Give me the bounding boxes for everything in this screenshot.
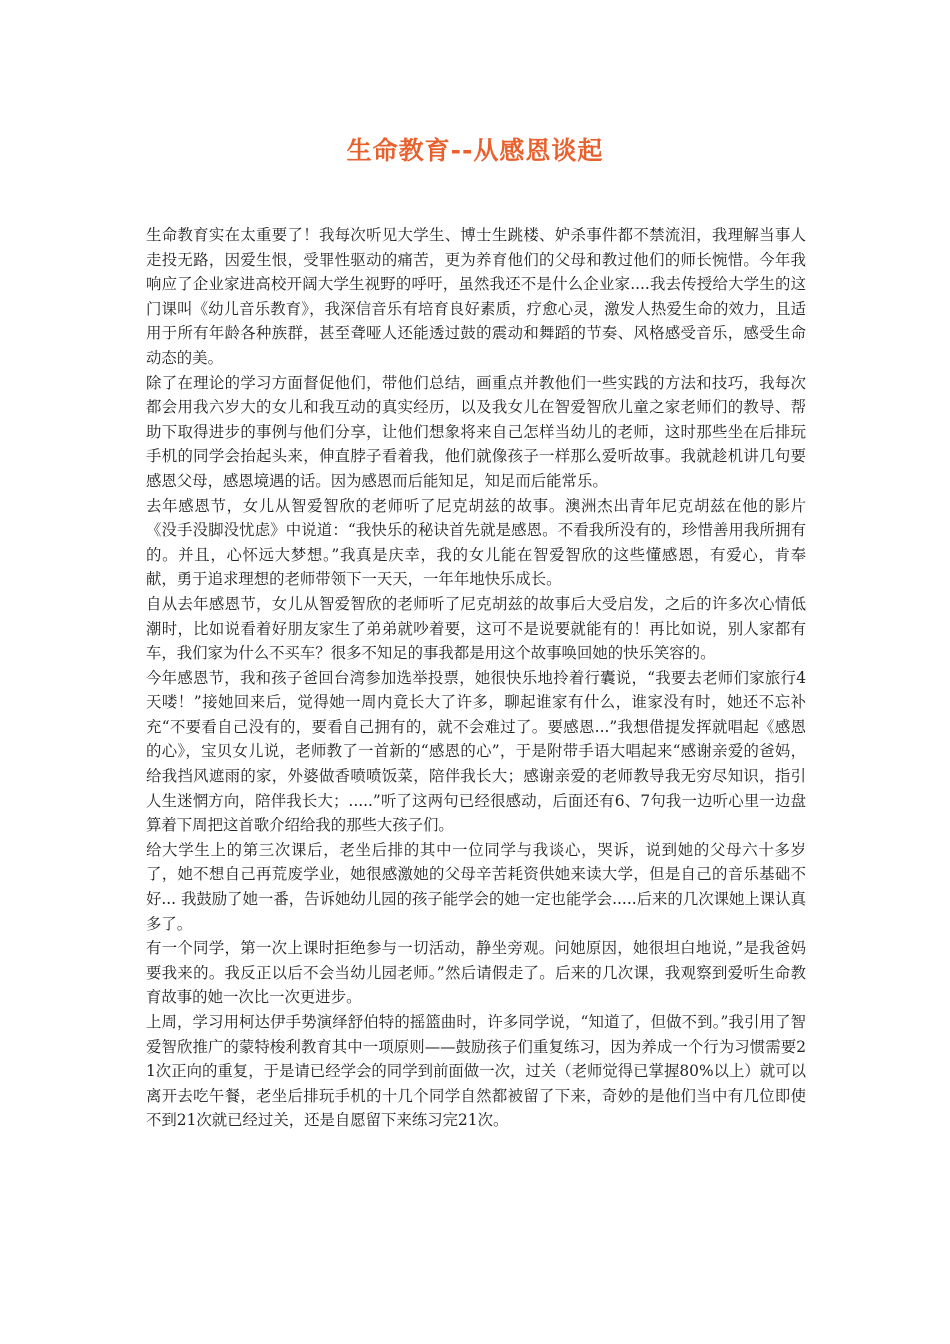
paragraph: 今年感恩节，我和孩子爸回台湾参加选举投票，她很快乐地拎着行囊说，“我要去老师们家旅行4天喽！”接她回来后，觉得她一周内竟长大了许多，聊起谁家有什么，谁家没有时，她还不忘补充“不要看自己没有的，要看自己拥有的，就不会难过了。要感恩...”我想借提发挥就唱起《感恩的心》，宝贝女儿说，老师教了一首新的“感恩的心”，于是附带手语大唱起来“感谢亲爱的爸妈，给我挡风遮雨的家，外婆做香喷喷饭菜，陪伴我长大；感谢亲爱的老师教导我无穷尽知识，指引人生迷惘方向，陪伴我长大；.....”听了这两句已经很感动，后面还有6、7句我一边听心里一边盘算着下周把这首歌介绍给我的那些大孩子们。 (146, 668, 806, 835)
paragraph: 给大学生上的第三次课后，老坐后排的其中一位同学与我谈心，哭诉，说到她的父母六十多岁了，她不想自己再荒废学业，她很感激她的父母辛苦耗资供她来读大学，但是自己的音乐基础不好... 我鼓励了她一番，告诉她幼儿园的孩子能学会的她一定也能学会.....后来的几次课她上课认真多了。 (146, 840, 806, 933)
paragraph: 去年感恩节，女儿从智爱智欣的老师听了尼克胡兹的故事。澳洲杰出青年尼克胡兹在他的影片《没手没脚没忧虑》中说道：“我快乐的秘诀首先就是感恩。不看我所没有的，珍惜善用我所拥有的。并且，心怀远大梦想。”我真是庆幸，我的女儿能在智爱智欣的这些懂感恩，有爱心，肯奉献，勇于追求理想的老师带领下一天天，一年年地快乐成长。 (146, 496, 806, 589)
paragraph: 有一个同学，第一次上课时拒绝参与一切活动，静坐旁观。问她原因，她很坦白地说，”是我爸妈要我来的。我反正以后不会当幼儿园老师。”然后请假走了。后来的几次课，我观察到爱听生命教育故事的她一次比一次更进步。 (146, 939, 806, 1007)
paragraph: 生命教育实在太重要了！我每次听见大学生、博士生跳楼、妒杀事件都不禁流泪，我理解当事人走投无路，因爱生恨，受罪性驱动的痛苦，更为养育他们的父母和教过他们的师长惋惜。今年我响应了企业家进高校开阔大学生视野的呼吁，虽然我还不是什么企业家....我去传授给大学生的这门课叫《幼儿音乐教育》，我深信音乐有培育良好素质，疗愈心灵，激发人热爱生命的效力，且适用于所有年龄各种族群，甚至聋哑人还能透过鼓的震动和舞蹈的节奏、风格感受音乐，感受生命动态的美。 (146, 226, 806, 367)
paragraph: 上周，学习用柯达伊手势演绎舒伯特的摇篮曲时，许多同学说，“知道了，但做不到。”我引用了智爱智欣推广的蒙特梭利教育其中一项原则——鼓励孩子们重复练习，因为养成一个行为习惯需要21次正向的重复，于是请已经学会的同学到前面做一次，过关（老师觉得已掌握80%以上）就可以离开去吃午餐，老坐后排玩手机的十几个同学自然都被留了下来，奇妙的是他们当中有几位即使不到21次就已经过关，还是自愿留下来练习完21次。 (146, 1013, 806, 1130)
paragraph: 自从去年感恩节，女儿从智爱智欣的老师听了尼克胡兹的故事后大受启发，之后的许多次心情低潮时，比如说看着好朋友家生了弟弟就吵着要，这可不是说要就能有的！再比如说，别人家都有车，我们家为什么不买车？很多不知足的事我都是用这个故事唤回她的快乐笑容的。 (146, 594, 806, 663)
page-title: 生命教育--从感恩谈起 (346, 136, 604, 165)
article-body (146, 223, 806, 1133)
paragraph: 除了在理论的学习方面督促他们，带他们总结，画重点并教他们一些实践的方法和技巧，我每次都会用我六岁大的女儿和我互动的真实经历，以及我女儿在智爱智欣儿童之家老师们的教导、帮助下取得进步的事例与他们分享，让他们想象将来自己怎样当幼儿的老师，这时那些坐在后排玩手机的同学会抬起头来，伸直脖子看着我，他们就像孩子一样那么爱听故事。我就趁机讲几句要感恩父母，感恩境遇的话。因为感恩而后能知足，知足而后能常乐。 (146, 373, 806, 490)
